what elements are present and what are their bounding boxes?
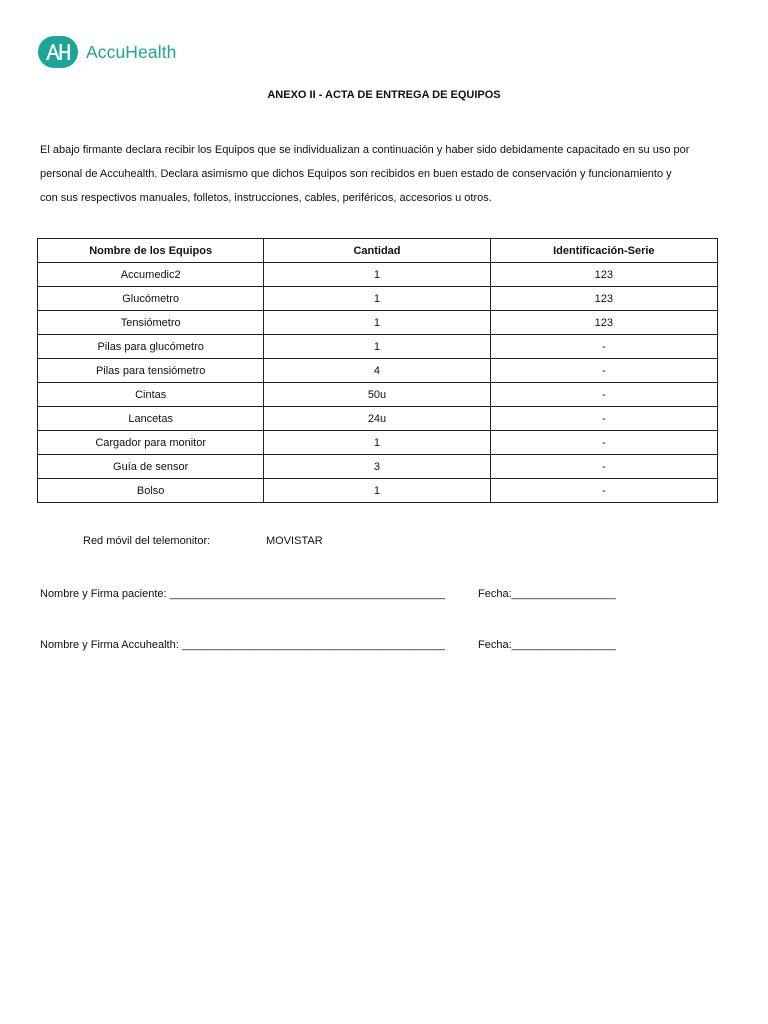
table-row <box>38 383 718 407</box>
cell-quantity: 1 <box>264 431 490 455</box>
table-row <box>38 287 718 311</box>
cell-equipment-name: Tensiómetro <box>38 311 264 335</box>
patient-signature-line: Nombre y Firma paciente: _____________________________________________ <box>40 588 445 600</box>
cell-equipment-name: Glucómetro <box>38 287 264 311</box>
cell-serial-id: - <box>490 431 717 455</box>
cell-equipment-name: Lancetas <box>38 407 264 431</box>
cell-serial-id: - <box>490 335 717 359</box>
intro-line: personal de Accuhealth. Declara asimismo que dichos Equipos son recibidos en buen estado de conservación y funcionamiento y <box>40 168 672 180</box>
cell-equipment-name: Pilas para tensiómetro <box>38 359 264 383</box>
cell-quantity: 4 <box>264 359 490 383</box>
ah-logo-icon <box>38 36 78 68</box>
cell-quantity: 1 <box>264 335 490 359</box>
cell-equipment-name: Bolso <box>38 479 264 503</box>
cell-quantity: 1 <box>264 479 490 503</box>
cell-equipment-name: Cintas <box>38 383 264 407</box>
accuhealth-date-line: Fecha:_________________ <box>478 639 616 651</box>
cell-serial-id: 123 <box>490 287 717 311</box>
cell-quantity: 1 <box>264 287 490 311</box>
network-label: Red móvil del telemonitor: <box>83 535 211 547</box>
table-row <box>38 455 718 479</box>
cell-serial-id: - <box>490 479 717 503</box>
header-quantity: Cantidad <box>264 239 490 263</box>
table-row <box>38 263 718 287</box>
cell-equipment-name: Accumedic2 <box>38 263 264 287</box>
cell-serial-id: - <box>490 383 717 407</box>
intro-line: El abajo firmante declara recibir los Equipos que se individualizan a continuación y haber sido debidamente capacitado en su uso por <box>40 144 690 156</box>
table-row <box>38 311 718 335</box>
equipment-table <box>37 238 718 503</box>
ah-monogram-icon <box>45 43 71 61</box>
cell-serial-id: - <box>490 359 717 383</box>
cell-serial-id: 123 <box>490 311 717 335</box>
header-serial-id: Identificación-Serie <box>490 239 717 263</box>
cell-quantity: 3 <box>264 455 490 479</box>
table-row <box>38 479 718 503</box>
header-equipment-name: Nombre de los Equipos <box>38 239 264 263</box>
cell-quantity: 24u <box>264 407 490 431</box>
table-row <box>38 359 718 383</box>
cell-serial-id: - <box>490 407 717 431</box>
table-header-row <box>38 239 718 263</box>
accuhealth-logo <box>38 36 177 68</box>
accuhealth-signature-line: Nombre y Firma Accuhealth: ___________________________________________ <box>40 639 445 651</box>
cell-serial-id: 123 <box>490 263 717 287</box>
intro-line: con sus respectivos manuales, folletos, instrucciones, cables, periféricos, accesorios u otros. <box>40 192 492 204</box>
intro-paragraph <box>40 138 740 210</box>
document-title: ANEXO II - ACTA DE ENTREGA DE EQUIPOS <box>267 89 501 101</box>
logo-brand-text: AccuHealth <box>86 41 177 62</box>
patient-date-line: Fecha:_________________ <box>478 588 616 600</box>
table-row <box>38 407 718 431</box>
cell-quantity: 1 <box>264 311 490 335</box>
cell-equipment-name: Pilas para glucómetro <box>38 335 264 359</box>
table-row <box>38 335 718 359</box>
cell-equipment-name: Guía de sensor <box>38 455 264 479</box>
cell-equipment-name: Cargador para monitor <box>38 431 264 455</box>
cell-quantity: 1 <box>264 263 490 287</box>
cell-serial-id: - <box>490 455 717 479</box>
cell-quantity: 50u <box>264 383 490 407</box>
network-value: MOVISTAR <box>266 535 323 547</box>
table-row <box>38 431 718 455</box>
